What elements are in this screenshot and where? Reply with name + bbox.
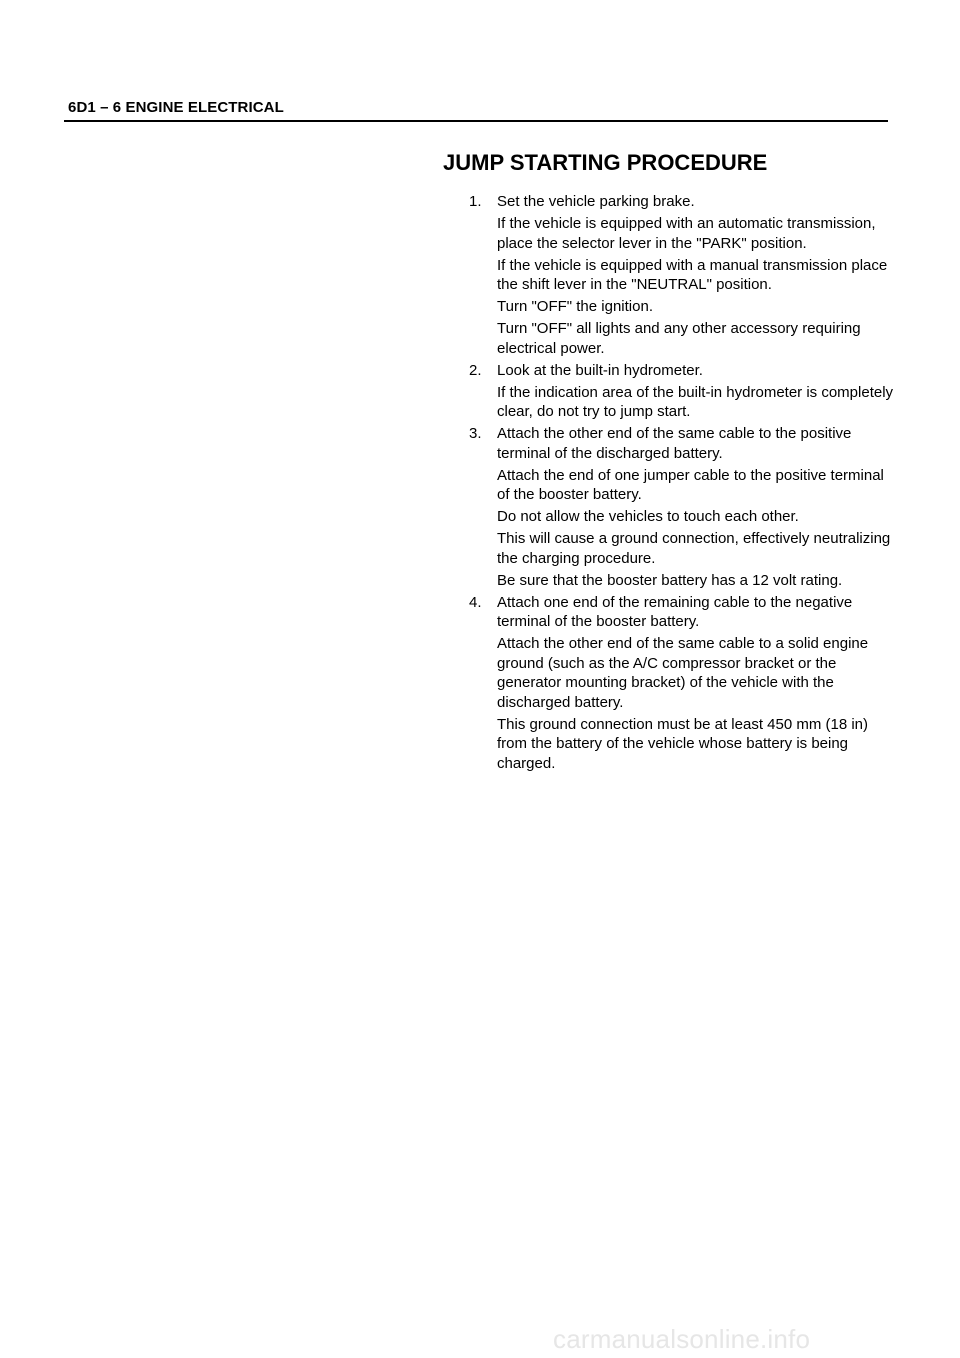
step-paragraph: Attach one end of the remaining cable to the negative terminal of the booster battery. xyxy=(497,593,853,630)
step-paragraph: If the vehicle is equipped with a manual transmission place the shift lever in the "NEUTRAL" position. xyxy=(497,256,888,293)
step-paragraph: Turn "OFF" all lights and any other accessory requiring electrical power. xyxy=(497,320,861,357)
header-divider xyxy=(64,120,888,122)
step-number: 2. xyxy=(469,361,482,379)
step-paragraph: If the vehicle is equipped with an automatic transmission, place the selector lever in the "PARK" position. xyxy=(497,215,876,252)
page-title: JUMP STARTING PROCEDURE xyxy=(443,150,768,175)
step-paragraph: Be sure that the booster battery has a 12 volt rating. xyxy=(497,571,843,589)
step-2 xyxy=(469,361,894,422)
step-paragraph: Attach the end of one jumper cable to the positive terminal of the booster battery. xyxy=(497,466,884,503)
step-number: 4. xyxy=(469,593,482,611)
step-paragraph: Attach the other end of the same cable to a solid engine ground (such as the A/C compressor bracket or the generator mounting bracket) of the vehicle with the discharged battery. xyxy=(497,635,869,711)
step-paragraph: Do not allow the vehicles to touch each other. xyxy=(497,508,799,525)
step-paragraph: Look at the built-in hydrometer. xyxy=(497,361,703,379)
page-header: 6D1 – 6 ENGINE ELECTRICAL xyxy=(68,99,284,116)
step-paragraph: Turn "OFF" the ignition. xyxy=(497,298,653,315)
step-paragraph: This will cause a ground connection, effectively neutralizing the charging procedure. xyxy=(497,530,891,567)
step-paragraph: Set the vehicle parking brake. xyxy=(497,193,695,210)
step-number: 3. xyxy=(469,425,482,442)
step-number: 1. xyxy=(469,193,482,210)
step-paragraph: If the indication area of the built-in hydrometer is completely clear, do not try to jump start. xyxy=(497,383,894,420)
step-3 xyxy=(469,424,894,590)
step-1 xyxy=(469,192,894,358)
step-paragraph: This ground connection must be at least 450 mm (18 in) from the battery of the vehicle whose battery is being charged. xyxy=(497,715,869,772)
step-paragraph: Attach the other end of the same cable to the positive terminal of the discharged battery. xyxy=(497,425,852,462)
watermark: carmanualsonline.info xyxy=(553,1324,811,1354)
step-4 xyxy=(469,593,894,774)
procedure-steps xyxy=(469,192,894,776)
